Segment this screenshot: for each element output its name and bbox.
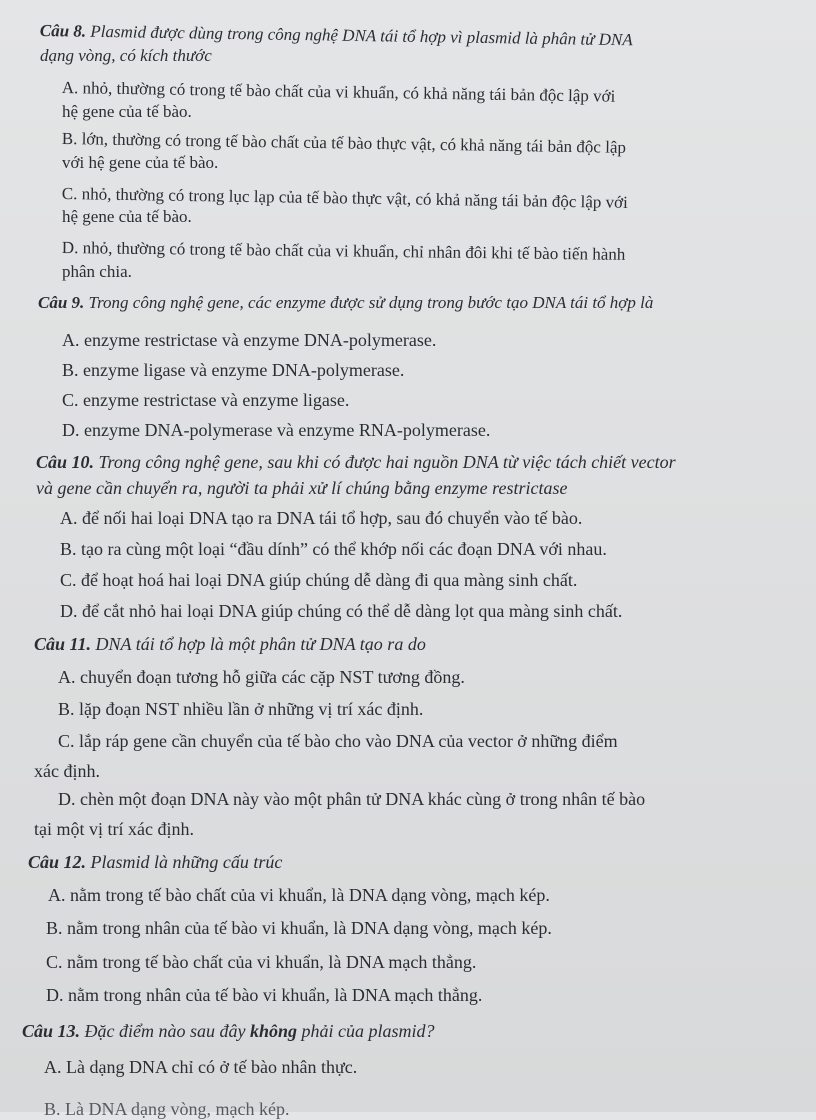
question-8-option-a: A. nhỏ, thường có trong tế bào chất của vi khuẩn, có khả năng tái bản độc lập với bbox=[61, 77, 616, 106]
question-11-option-d-cont: tại một vị trí xác định. bbox=[34, 819, 194, 839]
question-11-option-a: A. chuyển đoạn tương hỗ giữa các cặp NST tương đồng. bbox=[58, 667, 465, 687]
question-11-option-b: B. lặp đoạn NST nhiều lần ở những vị trí xác định. bbox=[58, 699, 424, 719]
question-13-option-a: A. Là dạng DNA chỉ có ở tế bào nhân thực. bbox=[44, 1057, 358, 1077]
question-number: Câu 10. bbox=[36, 452, 95, 472]
question-number: Câu 8. bbox=[39, 20, 87, 41]
question-number: Câu 11. bbox=[34, 634, 92, 654]
question-8-option-a-cont: hệ gene của tế bào. bbox=[62, 102, 192, 121]
question-12-option-b: B. nằm trong nhân của tế bào vi khuẩn, là DNA dạng vòng, mạch kép. bbox=[46, 918, 552, 938]
question-number: Câu 9. bbox=[38, 293, 85, 312]
question-12-option-c: C. nằm trong tế bào chất của vi khuẩn, là DNA mạch thẳng. bbox=[46, 952, 477, 972]
question-10-option-c: C. để hoạt hoá hai loại DNA giúp chúng dễ dàng đi qua màng sinh chất. bbox=[60, 570, 578, 590]
question-9-option-b: B. enzyme ligase và enzyme DNA-polymerase. bbox=[62, 360, 405, 380]
question-9-option-d: D. enzyme DNA-polymerase và enzyme RNA-polymerase. bbox=[62, 420, 491, 440]
question-12-option-a: A. nằm trong tế bào chất của vi khuẩn, là DNA dạng vòng, mạch kép. bbox=[48, 885, 550, 905]
question-number: Câu 12. bbox=[28, 852, 87, 872]
question-8-option-c-cont: hệ gene của tế bào. bbox=[62, 207, 192, 226]
question-12-stem: Câu 12. Plasmid là những cấu trúc bbox=[28, 852, 283, 872]
question-13-stem: Câu 13. Đặc điểm nào sau đây không phải của plasmid? bbox=[22, 1021, 435, 1041]
question-9-stem: Câu 9. Trong công nghệ gene, các enzyme được sử dụng trong bước tạo DNA tái tổ hợp là bbox=[38, 293, 654, 312]
emphasis-not: không bbox=[250, 1021, 298, 1041]
question-9-option-a: A. enzyme restrictase và enzyme DNA-polymerase. bbox=[62, 330, 437, 350]
question-8-option-b: B. lớn, thường có trong tế bào chất của tế bào thực vật, có khả năng tái bản độc lập bbox=[61, 128, 627, 157]
question-8-stem-line-2: dạng vòng, có kích thước bbox=[40, 46, 212, 65]
question-11-stem: Câu 11. DNA tái tổ hợp là một phân tử DNA tạo ra do bbox=[34, 634, 426, 654]
question-9-option-c: C. enzyme restrictase và enzyme ligase. bbox=[62, 390, 350, 410]
question-10-option-b: B. tạo ra cùng một loại “đầu dính” có thể khớp nối các đoạn DNA với nhau. bbox=[60, 539, 607, 559]
question-12-option-d: D. nằm trong nhân của tế bào vi khuẩn, là DNA mạch thẳng. bbox=[46, 985, 483, 1005]
question-10-stem-line-2: và gene cần chuyển ra, người ta phải xử lí chúng bằng enzyme restrictase bbox=[36, 478, 568, 498]
question-number: Câu 13. bbox=[22, 1021, 81, 1041]
question-8-option-d: D. nhỏ, thường có trong tế bào chất của vi khuẩn, chỉ nhân đôi khi tế bào tiến hành bbox=[61, 237, 626, 264]
question-8-stem: Câu 8. Plasmid được dùng trong công nghệ DNA tái tổ hợp vì plasmid là phân tử DNA bbox=[39, 20, 633, 50]
question-13-option-b: B. Là DNA dạng vòng, mạch kép. bbox=[44, 1099, 290, 1119]
question-8-option-c: C. nhỏ, thường có trong lục lạp của tế bào thực vật, có khả năng tái bản độc lập với bbox=[61, 183, 629, 212]
question-10-option-a: A. để nối hai loại DNA tạo ra DNA tái tổ hợp, sau đó chuyển vào tế bào. bbox=[60, 508, 583, 528]
question-8-option-b-cont: với hệ gene của tế bào. bbox=[62, 153, 219, 172]
question-11-option-d: D. chèn một đoạn DNA này vào một phân tử DNA khác cùng ở trong nhân tế bào bbox=[58, 789, 646, 809]
question-11-option-c-cont: xác định. bbox=[34, 761, 100, 781]
question-10-option-d: D. để cắt nhỏ hai loại DNA giúp chúng có thể dễ dàng lọt qua màng sinh chất. bbox=[60, 601, 623, 621]
question-11-option-c: C. lắp ráp gene cần chuyển của tế bào cho vào DNA của vector ở những điểm bbox=[58, 731, 618, 751]
question-8-option-d-cont: phân chia. bbox=[62, 262, 132, 281]
question-10-stem: Câu 10. Trong công nghệ gene, sau khi có được hai nguồn DNA từ việc tách chiết vector bbox=[36, 452, 676, 472]
